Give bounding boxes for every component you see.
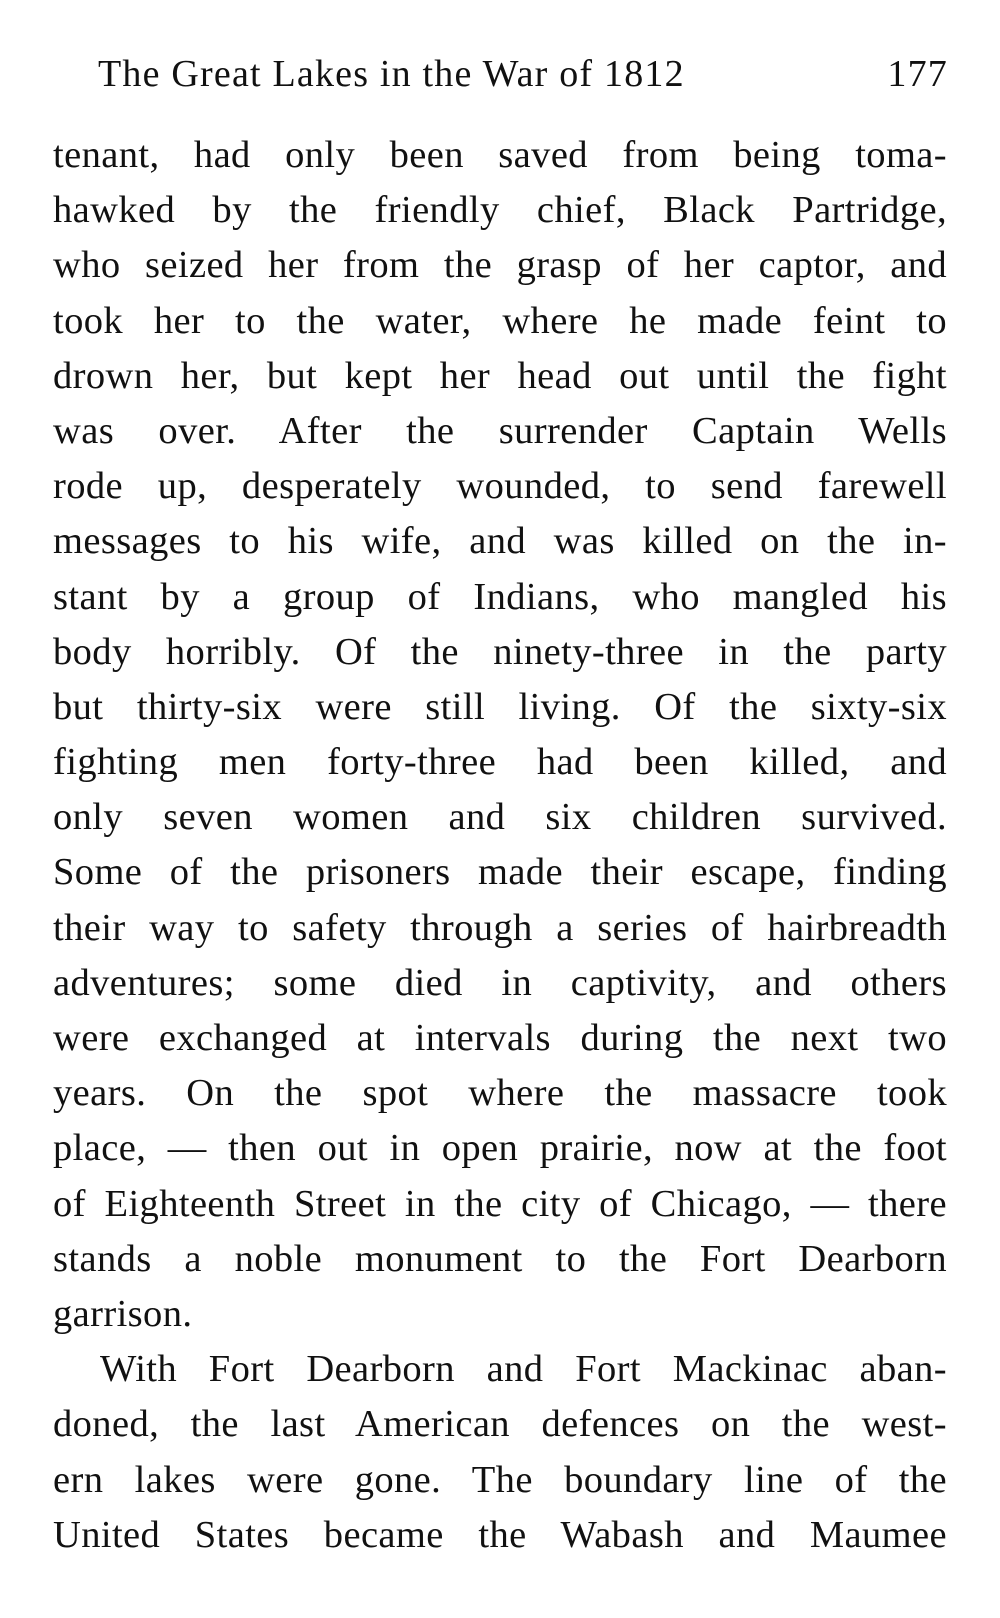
body-text (53, 128, 947, 1563)
text-line: ern lakes were gone. The boundary line of the (53, 1458, 947, 1501)
text-line: fighting men forty-three had been killed, and (53, 741, 947, 784)
text-line: body horribly. Of the ninety-three in the party (53, 630, 947, 673)
text-line: messages to his wife, and was killed on the in- (53, 520, 947, 563)
text-line: only seven women and six children survived. (53, 796, 947, 839)
running-title: The Great Lakes in the War of 1812 (98, 53, 685, 95)
text-line: place, — then out in open prairie, now at the foot (53, 1127, 947, 1170)
text-line: were exchanged at intervals during the next two (53, 1017, 947, 1059)
text-line: their way to safety through a series of hairbreadth (53, 906, 947, 949)
text-line: United States became the Wabash and Maumee (53, 1513, 947, 1556)
running-head (98, 44, 948, 104)
text-line: took her to the water, where he made feint to (53, 299, 947, 342)
text-line: was over. After the surrender Captain Wells (53, 409, 947, 452)
text-line: who seized her from the grasp of her captor, and (53, 244, 947, 287)
text-line: but thirty-six were still living. Of the sixty-six (53, 685, 947, 728)
page-number: 177 (887, 53, 948, 95)
text-line: drown her, but kept her head out until the fight (53, 354, 947, 397)
text-line: Some of the prisoners made their escape, finding (53, 851, 947, 894)
text-line: tenant, had only been saved from being toma- (53, 134, 947, 176)
paragraph-first-line: With Fort Dearborn and Fort Mackinac aban- (100, 1348, 947, 1391)
text-line: of Eighteenth Street in the city of Chicago, — there (53, 1182, 947, 1225)
text-line: stands a noble monument to the Fort Dearborn (53, 1237, 947, 1280)
paragraph-end-line: garrison. (53, 1292, 193, 1335)
text-line: adventures; some died in captivity, and others (53, 961, 947, 1004)
text-line: rode up, desperately wounded, to send farewell (53, 465, 947, 508)
text-line: doned, the last American defences on the west- (53, 1403, 947, 1446)
text-line: stant by a group of Indians, who mangled his (53, 575, 947, 618)
text-line: years. On the spot where the massacre took (53, 1072, 947, 1115)
text-line: hawked by the friendly chief, Black Partridge, (53, 189, 947, 232)
